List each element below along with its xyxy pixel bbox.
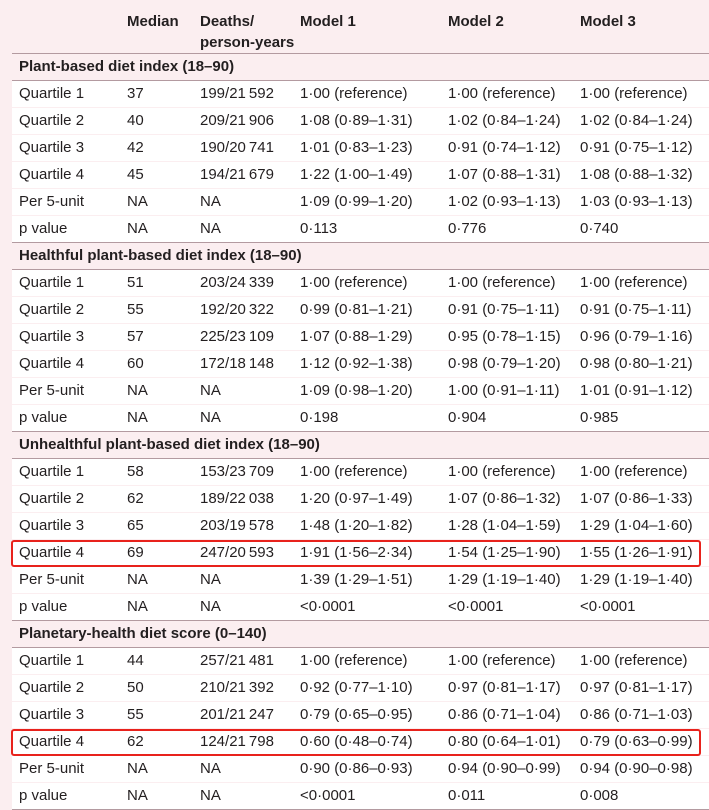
median-cell: 60 xyxy=(127,355,144,372)
model-1-cell: 0·92 (0·77–1·10) xyxy=(300,679,413,696)
table-row xyxy=(12,405,709,431)
model-1-cell: 0·113 xyxy=(300,220,338,237)
row-label: Quartile 2 xyxy=(19,490,85,507)
row-label: Quartile 1 xyxy=(19,652,85,669)
table-row xyxy=(12,135,709,161)
model-3-cell: 1·00 (reference) xyxy=(580,274,688,291)
model-2-cell: 1·07 (0·88–1·31) xyxy=(448,166,561,183)
median-cell: 55 xyxy=(127,706,144,723)
model-1-cell: 1·00 (reference) xyxy=(300,274,408,291)
model-3-cell: 1·08 (0·88–1·32) xyxy=(580,166,693,183)
deaths-cell: NA xyxy=(200,598,221,615)
model-2-cell: 0·94 (0·90–0·99) xyxy=(448,760,561,777)
deaths-cell: 201/21 247 xyxy=(200,706,274,723)
median-cell: NA xyxy=(127,787,148,804)
median-cell: NA xyxy=(127,193,148,210)
model-2-cell: 1·00 (reference) xyxy=(448,652,556,669)
model-2-cell: 0·98 (0·79–1·20) xyxy=(448,355,561,372)
model-3-cell: 0·86 (0·71–1·03) xyxy=(580,706,693,723)
deaths-cell: 247/20 593 xyxy=(200,544,274,561)
model-2-cell: 1·07 (0·86–1·32) xyxy=(448,490,561,507)
median-cell: NA xyxy=(127,409,148,426)
deaths-cell: 153/23 709 xyxy=(200,463,274,480)
median-cell: 37 xyxy=(127,85,144,102)
table-row xyxy=(12,108,709,134)
median-cell: NA xyxy=(127,571,148,588)
deaths-cell: NA xyxy=(200,409,221,426)
model-2-cell: 1·00 (0·91–1·11) xyxy=(448,382,560,399)
model-1-cell: 1·22 (1·00–1·49) xyxy=(300,166,413,183)
model-2-cell: 1·00 (reference) xyxy=(448,85,556,102)
table-header xyxy=(12,0,709,53)
deaths-cell: NA xyxy=(200,787,221,804)
model-3-cell: 0·96 (0·79–1·16) xyxy=(580,328,693,345)
model-2-cell: 1·29 (1·19–1·40) xyxy=(448,571,561,588)
deaths-cell: 172/18 148 xyxy=(200,355,274,372)
row-label: Per 5-unit xyxy=(19,760,85,777)
median-cell: 65 xyxy=(127,517,144,534)
deaths-cell: 210/21 392 xyxy=(200,679,274,696)
model-3-cell: 1·00 (reference) xyxy=(580,652,688,669)
model-1-cell: 0·79 (0·65–0·95) xyxy=(300,706,413,723)
deaths-cell: NA xyxy=(200,220,221,237)
model-2-cell: 1·02 (0·84–1·24) xyxy=(448,112,561,129)
model-3-cell: 1·29 (1·04–1·60) xyxy=(580,517,693,534)
model-3-cell: 1·02 (0·84–1·24) xyxy=(580,112,693,129)
row-label: p value xyxy=(19,409,68,426)
median-cell: 51 xyxy=(127,274,144,291)
model-2-cell: 0·97 (0·81–1·17) xyxy=(448,679,561,696)
header-deaths-line2: person-years xyxy=(200,34,295,51)
model-3-cell: 0·97 (0·81–1·17) xyxy=(580,679,693,696)
table-row xyxy=(12,486,709,512)
section-title: Plant-based diet index (18–90) xyxy=(12,53,709,81)
deaths-cell: 192/20 322 xyxy=(200,301,274,318)
median-cell: 44 xyxy=(127,652,144,669)
model-3-cell: 1·01 (0·91–1·12) xyxy=(580,382,693,399)
section-title: Healthful plant-based diet index (18–90) xyxy=(12,242,709,270)
deaths-cell: NA xyxy=(200,571,221,588)
median-cell: 62 xyxy=(127,733,144,750)
header-deaths-person-years xyxy=(200,11,294,53)
table-body xyxy=(12,53,709,809)
row-label: Quartile 4 xyxy=(19,544,85,561)
median-cell: 69 xyxy=(127,544,144,561)
model-1-cell: 1·09 (0·98–1·20) xyxy=(300,382,413,399)
model-2-cell: 1·02 (0·93–1·13) xyxy=(448,193,561,210)
model-2-cell: 1·54 (1·25–1·90) xyxy=(448,544,561,561)
model-2-cell: 0·776 xyxy=(448,220,487,237)
model-1-cell: 0·99 (0·81–1·21) xyxy=(300,301,413,318)
model-3-cell: <0·0001 xyxy=(580,598,636,615)
median-cell: NA xyxy=(127,760,148,777)
table-row xyxy=(12,297,709,323)
model-1-cell: 1·07 (0·88–1·29) xyxy=(300,328,413,345)
table-row xyxy=(12,702,709,728)
model-1-cell: 1·48 (1·20–1·82) xyxy=(300,517,413,534)
deaths-cell: 194/21 679 xyxy=(200,166,274,183)
deaths-cell: 124/21 798 xyxy=(200,733,274,750)
model-3-cell: 0·008 xyxy=(580,787,619,804)
row-label: Quartile 3 xyxy=(19,517,85,534)
deaths-cell: NA xyxy=(200,193,221,210)
deaths-cell: 199/21 592 xyxy=(200,85,274,102)
model-1-cell: 1·39 (1·29–1·51) xyxy=(300,571,413,588)
model-2-cell: 0·86 (0·71–1·04) xyxy=(448,706,561,723)
median-cell: 42 xyxy=(127,139,144,156)
row-label: Per 5-unit xyxy=(19,193,85,210)
model-2-cell: 0·91 (0·75–1·11) xyxy=(448,301,560,318)
model-1-cell: 1·00 (reference) xyxy=(300,85,408,102)
median-cell: 57 xyxy=(127,328,144,345)
row-label: p value xyxy=(19,598,68,615)
row-label: Quartile 1 xyxy=(19,463,85,480)
median-cell: 40 xyxy=(127,112,144,129)
model-3-cell: 1·07 (0·86–1·33) xyxy=(580,490,693,507)
table-row-highlighted xyxy=(12,540,709,566)
row-label: Quartile 1 xyxy=(19,85,85,102)
model-3-cell: 0·740 xyxy=(580,220,619,237)
table-row xyxy=(12,783,709,809)
row-label: Quartile 2 xyxy=(19,679,85,696)
section-title: Planetary-health diet score (0–140) xyxy=(12,620,709,648)
row-label: Quartile 3 xyxy=(19,328,85,345)
table-row xyxy=(12,351,709,377)
deaths-cell: 203/24 339 xyxy=(200,274,274,291)
model-1-cell: 1·20 (0·97–1·49) xyxy=(300,490,413,507)
header-model-3: Model 3 xyxy=(580,13,636,30)
deaths-cell: 209/21 906 xyxy=(200,112,274,129)
model-3-cell: 1·55 (1·26–1·91) xyxy=(580,544,693,561)
table-row xyxy=(12,270,709,296)
model-2-cell: 1·28 (1·04–1·59) xyxy=(448,517,561,534)
model-1-cell: <0·0001 xyxy=(300,787,356,804)
model-1-cell: 1·00 (reference) xyxy=(300,652,408,669)
table-row xyxy=(12,513,709,539)
model-1-cell: 1·09 (0·99–1·20) xyxy=(300,193,413,210)
model-1-cell: 0·60 (0·48–0·74) xyxy=(300,733,413,750)
header-model-2: Model 2 xyxy=(448,13,504,30)
model-2-cell: 0·904 xyxy=(448,409,487,426)
table-row xyxy=(12,648,709,674)
median-cell: 45 xyxy=(127,166,144,183)
model-3-cell: 1·29 (1·19–1·40) xyxy=(580,571,693,588)
model-2-cell: 0·011 xyxy=(448,787,486,804)
row-label: Quartile 4 xyxy=(19,166,85,183)
row-label: Quartile 2 xyxy=(19,301,85,318)
row-label: Quartile 4 xyxy=(19,355,85,372)
row-label: Quartile 3 xyxy=(19,706,85,723)
deaths-cell: NA xyxy=(200,382,221,399)
table-row xyxy=(12,324,709,350)
model-1-cell: 0·90 (0·86–0·93) xyxy=(300,760,413,777)
model-3-cell: 0·94 (0·90–0·98) xyxy=(580,760,693,777)
section-title: Unhealthful plant-based diet index (18–90) xyxy=(12,431,709,459)
median-cell: 62 xyxy=(127,490,144,507)
model-2-cell: 0·80 (0·64–1·01) xyxy=(448,733,561,750)
deaths-cell: 189/22 038 xyxy=(200,490,274,507)
header-median: Median xyxy=(127,13,179,30)
row-label: Quartile 4 xyxy=(19,733,85,750)
model-1-cell: 1·08 (0·89–1·31) xyxy=(300,112,413,129)
deaths-cell: 225/23 109 xyxy=(200,328,274,345)
model-1-cell: 1·12 (0·92–1·38) xyxy=(300,355,413,372)
row-label: Quartile 3 xyxy=(19,139,85,156)
model-3-cell: 0·91 (0·75–1·11) xyxy=(580,301,692,318)
model-2-cell: 0·91 (0·74–1·12) xyxy=(448,139,561,156)
row-label: p value xyxy=(19,787,68,804)
table-row xyxy=(12,216,709,242)
row-label: Quartile 1 xyxy=(19,274,85,291)
table-row xyxy=(12,81,709,107)
median-cell: 58 xyxy=(127,463,144,480)
model-3-cell: 0·98 (0·80–1·21) xyxy=(580,355,693,372)
model-2-cell: <0·0001 xyxy=(448,598,504,615)
model-3-cell: 0·91 (0·75–1·12) xyxy=(580,139,693,156)
row-label: Per 5-unit xyxy=(19,382,85,399)
model-3-cell: 1·03 (0·93–1·13) xyxy=(580,193,693,210)
row-label: Per 5-unit xyxy=(19,571,85,588)
table-row xyxy=(12,594,709,620)
model-1-cell: 1·00 (reference) xyxy=(300,463,408,480)
model-1-cell: <0·0001 xyxy=(300,598,356,615)
table-row-highlighted xyxy=(12,729,709,755)
model-3-cell: 0·985 xyxy=(580,409,619,426)
model-1-cell: 0·198 xyxy=(300,409,339,426)
model-3-cell: 1·00 (reference) xyxy=(580,463,688,480)
median-cell: 55 xyxy=(127,301,144,318)
table-row xyxy=(12,189,709,215)
median-cell: NA xyxy=(127,382,148,399)
table-row xyxy=(12,567,709,593)
model-2-cell: 1·00 (reference) xyxy=(448,463,556,480)
table-row xyxy=(12,378,709,404)
median-cell: 50 xyxy=(127,679,144,696)
results-table xyxy=(12,0,709,810)
deaths-cell: 257/21 481 xyxy=(200,652,274,669)
header-deaths-line1: Deaths/ xyxy=(200,13,255,30)
model-2-cell: 0·95 (0·78–1·15) xyxy=(448,328,561,345)
model-1-cell: 1·91 (1·56–2·34) xyxy=(300,544,413,561)
table-row xyxy=(12,675,709,701)
model-3-cell: 1·00 (reference) xyxy=(580,85,688,102)
table-row xyxy=(12,459,709,485)
header-model-1: Model 1 xyxy=(300,13,356,30)
deaths-cell: NA xyxy=(200,760,221,777)
row-label: p value xyxy=(19,220,68,237)
table-row xyxy=(12,756,709,782)
table-row xyxy=(12,162,709,188)
median-cell: NA xyxy=(127,598,148,615)
deaths-cell: 203/19 578 xyxy=(200,517,274,534)
median-cell: NA xyxy=(127,220,148,237)
row-label: Quartile 2 xyxy=(19,112,85,129)
model-2-cell: 1·00 (reference) xyxy=(448,274,556,291)
model-3-cell: 0·79 (0·63–0·99) xyxy=(580,733,693,750)
model-1-cell: 1·01 (0·83–1·23) xyxy=(300,139,413,156)
deaths-cell: 190/20 741 xyxy=(200,139,274,156)
